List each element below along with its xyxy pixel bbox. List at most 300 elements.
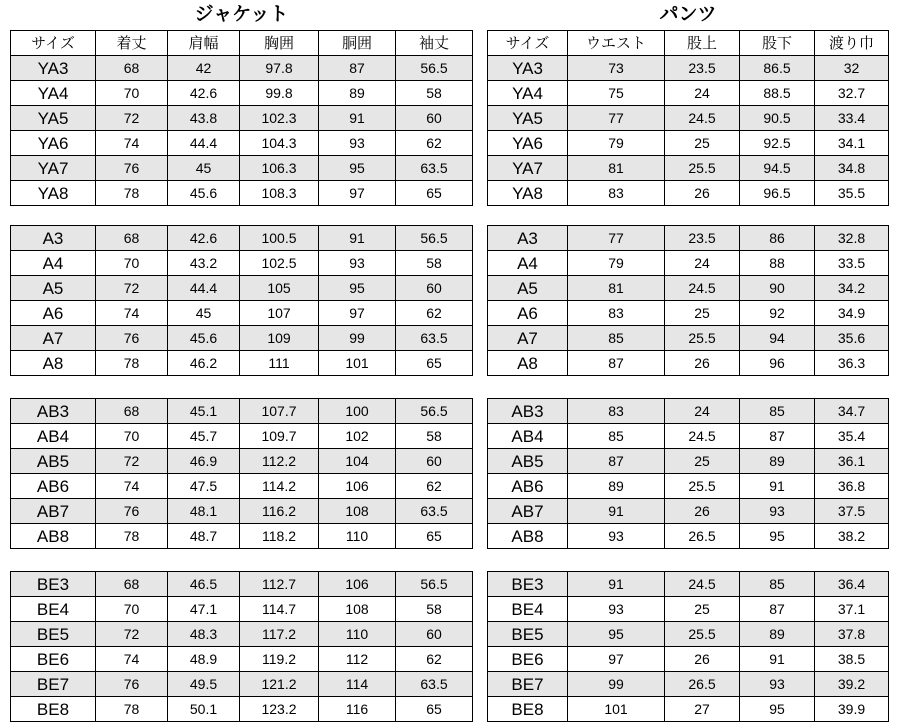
- table-row: [11, 251, 473, 276]
- measurement-cell: 93: [568, 524, 665, 549]
- measurement-cell: 114.7: [240, 597, 319, 622]
- measurement-cell: 38.2: [815, 524, 889, 549]
- measurement-cell: 114.2: [240, 474, 319, 499]
- measurement-cell: 86.5: [740, 56, 815, 81]
- jacket-title: ジャケット: [194, 4, 289, 25]
- measurement-cell: 70: [96, 424, 168, 449]
- measurement-cell: 75: [568, 81, 665, 106]
- measurement-cell: 114: [319, 672, 396, 697]
- size-cell: YA8: [11, 181, 96, 206]
- measurement-cell: 68: [96, 226, 168, 251]
- column-header: 袖丈: [396, 31, 473, 56]
- measurement-cell: 92: [740, 301, 815, 326]
- table-row: [11, 474, 473, 499]
- measurement-cell: 24: [665, 251, 740, 276]
- measurement-cell: 109: [240, 326, 319, 351]
- size-cell: YA3: [488, 56, 568, 81]
- measurement-cell: 65: [396, 351, 473, 376]
- measurement-cell: 25: [665, 449, 740, 474]
- measurement-cell: 78: [96, 181, 168, 206]
- measurement-cell: 93: [319, 251, 396, 276]
- measurement-cell: 76: [96, 156, 168, 181]
- size-cell: YA4: [11, 81, 96, 106]
- size-cell: BE3: [11, 572, 96, 597]
- measurement-cell: 91: [319, 106, 396, 131]
- measurement-cell: 44.4: [168, 276, 240, 301]
- measurement-cell: 68: [96, 56, 168, 81]
- measurement-cell: 45.6: [168, 181, 240, 206]
- measurement-cell: 25: [665, 301, 740, 326]
- measurement-cell: 111: [240, 351, 319, 376]
- measurement-cell: 95: [319, 276, 396, 301]
- size-cell: A4: [11, 251, 96, 276]
- pants-title: パンツ: [659, 4, 717, 25]
- measurement-cell: 78: [96, 697, 168, 722]
- table-row: [11, 597, 473, 622]
- table-row: [488, 301, 889, 326]
- measurement-cell: 106: [319, 572, 396, 597]
- measurement-cell: 101: [568, 697, 665, 722]
- measurement-cell: 25: [665, 597, 740, 622]
- measurement-cell: 47.1: [168, 597, 240, 622]
- measurement-cell: 116: [319, 697, 396, 722]
- measurement-cell: 36.1: [815, 449, 889, 474]
- measurement-cell: 74: [96, 131, 168, 156]
- table-row: [488, 449, 889, 474]
- table-row: [11, 622, 473, 647]
- measurement-cell: 48.7: [168, 524, 240, 549]
- measurement-cell: 93: [319, 131, 396, 156]
- measurement-cell: 34.7: [815, 399, 889, 424]
- measurement-cell: 42: [168, 56, 240, 81]
- table-row: [488, 106, 889, 131]
- measurement-cell: 76: [96, 499, 168, 524]
- measurement-cell: 65: [396, 181, 473, 206]
- measurement-cell: 45: [168, 156, 240, 181]
- size-cell: BE8: [488, 697, 568, 722]
- measurement-cell: 72: [96, 449, 168, 474]
- measurement-cell: 63.5: [396, 326, 473, 351]
- measurement-cell: 26: [665, 181, 740, 206]
- measurement-cell: 62: [396, 301, 473, 326]
- pants-size-table-2: [487, 225, 889, 376]
- jacket-size-table-1: [10, 30, 473, 206]
- table-row: [488, 474, 889, 499]
- measurement-cell: 32: [815, 56, 889, 81]
- measurement-cell: 25.5: [665, 474, 740, 499]
- size-cell: A5: [488, 276, 568, 301]
- pants-size-table-1: [487, 30, 889, 206]
- measurement-cell: 97.8: [240, 56, 319, 81]
- measurement-cell: 37.8: [815, 622, 889, 647]
- measurement-cell: 47.5: [168, 474, 240, 499]
- measurement-cell: 105: [240, 276, 319, 301]
- measurement-cell: 117.2: [240, 622, 319, 647]
- measurement-cell: 87: [319, 56, 396, 81]
- measurement-cell: 95: [740, 697, 815, 722]
- measurement-cell: 106.3: [240, 156, 319, 181]
- size-cell: YA8: [488, 181, 568, 206]
- measurement-cell: 101: [319, 351, 396, 376]
- column-header: サイズ: [488, 31, 568, 56]
- measurement-cell: 94.5: [740, 156, 815, 181]
- pants-size-table-3: [487, 398, 889, 549]
- table-row: [488, 499, 889, 524]
- table-row: [488, 697, 889, 722]
- size-cell: BE4: [11, 597, 96, 622]
- table-row: [488, 424, 889, 449]
- measurement-cell: 56.5: [396, 399, 473, 424]
- measurement-cell: 35.6: [815, 326, 889, 351]
- measurement-cell: 45.7: [168, 424, 240, 449]
- table-row: [11, 56, 473, 81]
- measurement-cell: 63.5: [396, 156, 473, 181]
- size-cell: BE7: [488, 672, 568, 697]
- table-row: [11, 424, 473, 449]
- measurement-cell: 25: [665, 131, 740, 156]
- measurement-cell: 63.5: [396, 672, 473, 697]
- size-cell: AB5: [11, 449, 96, 474]
- table-row: [488, 276, 889, 301]
- size-cell: YA7: [488, 156, 568, 181]
- measurement-cell: 58: [396, 597, 473, 622]
- measurement-cell: 27: [665, 697, 740, 722]
- measurement-cell: 83: [568, 301, 665, 326]
- measurement-cell: 58: [396, 424, 473, 449]
- measurement-cell: 83: [568, 399, 665, 424]
- measurement-cell: 48.1: [168, 499, 240, 524]
- table-row: [11, 647, 473, 672]
- size-cell: A7: [488, 326, 568, 351]
- measurement-cell: 24.5: [665, 572, 740, 597]
- column-header: 着丈: [96, 31, 168, 56]
- measurement-cell: 26.5: [665, 672, 740, 697]
- column-header: サイズ: [11, 31, 96, 56]
- column-header: 股下: [740, 31, 815, 56]
- measurement-cell: 32.7: [815, 81, 889, 106]
- measurement-cell: 26: [665, 647, 740, 672]
- measurement-cell: 46.9: [168, 449, 240, 474]
- measurement-cell: 123.2: [240, 697, 319, 722]
- size-cell: AB8: [488, 524, 568, 549]
- measurement-cell: 102.3: [240, 106, 319, 131]
- table-header-row: [11, 31, 473, 56]
- measurement-cell: 88: [740, 251, 815, 276]
- measurement-cell: 65: [396, 524, 473, 549]
- size-cell: YA3: [11, 56, 96, 81]
- measurement-cell: 85: [568, 424, 665, 449]
- measurement-cell: 35.4: [815, 424, 889, 449]
- table-row: [488, 131, 889, 156]
- measurement-cell: 24.5: [665, 424, 740, 449]
- measurement-cell: 43.2: [168, 251, 240, 276]
- measurement-cell: 104.3: [240, 131, 319, 156]
- measurement-cell: 118.2: [240, 524, 319, 549]
- measurement-cell: 78: [96, 524, 168, 549]
- measurement-cell: 62: [396, 474, 473, 499]
- table-row: [488, 251, 889, 276]
- table-row: [11, 276, 473, 301]
- table-row: [11, 524, 473, 549]
- measurement-cell: 68: [96, 399, 168, 424]
- size-cell: A6: [11, 301, 96, 326]
- measurement-cell: 108: [319, 597, 396, 622]
- measurement-cell: 112.2: [240, 449, 319, 474]
- size-cell: YA5: [488, 106, 568, 131]
- measurement-cell: 46.5: [168, 572, 240, 597]
- table-row: [488, 181, 889, 206]
- table-row: [488, 351, 889, 376]
- measurement-cell: 60: [396, 106, 473, 131]
- size-cell: A4: [488, 251, 568, 276]
- table-header-row: [488, 31, 889, 56]
- measurement-cell: 87: [568, 449, 665, 474]
- measurement-cell: 121.2: [240, 672, 319, 697]
- column-header: 股上: [665, 31, 740, 56]
- measurement-cell: 36.8: [815, 474, 889, 499]
- pants-size-table-4: [487, 571, 889, 722]
- measurement-cell: 48.3: [168, 622, 240, 647]
- measurement-cell: 33.5: [815, 251, 889, 276]
- measurement-cell: 97: [319, 301, 396, 326]
- measurement-cell: 107.7: [240, 399, 319, 424]
- measurement-cell: 26: [665, 351, 740, 376]
- measurement-cell: 63.5: [396, 499, 473, 524]
- measurement-cell: 37.1: [815, 597, 889, 622]
- measurement-cell: 24: [665, 399, 740, 424]
- measurement-cell: 23.5: [665, 226, 740, 251]
- size-cell: BE5: [11, 622, 96, 647]
- measurement-cell: 106: [319, 474, 396, 499]
- size-cell: A6: [488, 301, 568, 326]
- jacket-size-table-2: [10, 225, 473, 376]
- table-row: [488, 226, 889, 251]
- measurement-cell: 60: [396, 276, 473, 301]
- size-cell: AB7: [11, 499, 96, 524]
- measurement-cell: 39.2: [815, 672, 889, 697]
- measurement-cell: 42.6: [168, 226, 240, 251]
- table-row: [11, 156, 473, 181]
- measurement-cell: 24.5: [665, 276, 740, 301]
- measurement-cell: 72: [96, 276, 168, 301]
- measurement-cell: 86: [740, 226, 815, 251]
- measurement-cell: 95: [319, 156, 396, 181]
- measurement-cell: 94: [740, 326, 815, 351]
- table-row: [11, 399, 473, 424]
- measurement-cell: 95: [740, 524, 815, 549]
- column-header: 肩幅: [168, 31, 240, 56]
- size-cell: AB5: [488, 449, 568, 474]
- measurement-cell: 65: [396, 697, 473, 722]
- size-cell: YA4: [488, 81, 568, 106]
- measurement-cell: 73: [568, 56, 665, 81]
- size-cell: YA5: [11, 106, 96, 131]
- measurement-cell: 58: [396, 251, 473, 276]
- measurement-cell: 85: [740, 399, 815, 424]
- measurement-cell: 91: [740, 647, 815, 672]
- table-row: [11, 572, 473, 597]
- measurement-cell: 87: [740, 424, 815, 449]
- size-cell: A7: [11, 326, 96, 351]
- measurement-cell: 93: [568, 597, 665, 622]
- measurement-cell: 34.1: [815, 131, 889, 156]
- measurement-cell: 110: [319, 524, 396, 549]
- measurement-cell: 96.5: [740, 181, 815, 206]
- measurement-cell: 107: [240, 301, 319, 326]
- measurement-cell: 110: [319, 622, 396, 647]
- measurement-cell: 74: [96, 647, 168, 672]
- measurement-cell: 36.3: [815, 351, 889, 376]
- size-cell: BE3: [488, 572, 568, 597]
- measurement-cell: 81: [568, 156, 665, 181]
- measurement-cell: 49.5: [168, 672, 240, 697]
- table-row: [488, 326, 889, 351]
- measurement-cell: 56.5: [396, 56, 473, 81]
- measurement-cell: 70: [96, 251, 168, 276]
- measurement-cell: 36.4: [815, 572, 889, 597]
- table-row: [488, 647, 889, 672]
- measurement-cell: 26.5: [665, 524, 740, 549]
- measurement-cell: 70: [96, 597, 168, 622]
- measurement-cell: 91: [568, 499, 665, 524]
- measurement-cell: 91: [740, 474, 815, 499]
- measurement-cell: 85: [568, 326, 665, 351]
- measurement-cell: 34.8: [815, 156, 889, 181]
- size-cell: A8: [488, 351, 568, 376]
- measurement-cell: 79: [568, 251, 665, 276]
- measurement-cell: 62: [396, 647, 473, 672]
- table-row: [488, 622, 889, 647]
- measurement-cell: 77: [568, 106, 665, 131]
- measurement-cell: 33.4: [815, 106, 889, 131]
- column-header: 胸囲: [240, 31, 319, 56]
- measurement-cell: 93: [740, 672, 815, 697]
- measurement-cell: 90.5: [740, 106, 815, 131]
- size-cell: BE5: [488, 622, 568, 647]
- measurement-cell: 56.5: [396, 226, 473, 251]
- measurement-cell: 85: [740, 572, 815, 597]
- size-cell: BE4: [488, 597, 568, 622]
- measurement-cell: 35.5: [815, 181, 889, 206]
- measurement-cell: 100: [319, 399, 396, 424]
- size-cell: AB6: [11, 474, 96, 499]
- size-cell: A3: [11, 226, 96, 251]
- table-row: [11, 499, 473, 524]
- measurement-cell: 38.5: [815, 647, 889, 672]
- column-header: 渡り巾: [815, 31, 889, 56]
- table-row: [11, 672, 473, 697]
- size-cell: YA6: [488, 131, 568, 156]
- measurement-cell: 79: [568, 131, 665, 156]
- measurement-cell: 92.5: [740, 131, 815, 156]
- measurement-cell: 99: [319, 326, 396, 351]
- table-row: [488, 524, 889, 549]
- size-cell: BE8: [11, 697, 96, 722]
- measurement-cell: 24.5: [665, 106, 740, 131]
- measurement-cell: 68: [96, 572, 168, 597]
- measurement-cell: 100.5: [240, 226, 319, 251]
- measurement-cell: 25.5: [665, 622, 740, 647]
- measurement-cell: 48.9: [168, 647, 240, 672]
- size-cell: BE7: [11, 672, 96, 697]
- measurement-cell: 74: [96, 301, 168, 326]
- table-row: [11, 326, 473, 351]
- measurement-cell: 89: [740, 449, 815, 474]
- column-header: ウエスト: [568, 31, 665, 56]
- size-cell: AB7: [488, 499, 568, 524]
- column-header: 胴囲: [319, 31, 396, 56]
- measurement-cell: 83: [568, 181, 665, 206]
- table-row: [11, 226, 473, 251]
- measurement-cell: 37.5: [815, 499, 889, 524]
- measurement-cell: 46.2: [168, 351, 240, 376]
- size-cell: AB4: [11, 424, 96, 449]
- measurement-cell: 74: [96, 474, 168, 499]
- table-row: [488, 156, 889, 181]
- jacket-size-table-3: [10, 398, 473, 549]
- measurement-cell: 34.9: [815, 301, 889, 326]
- table-row: [488, 672, 889, 697]
- measurement-cell: 76: [96, 672, 168, 697]
- measurement-cell: 89: [568, 474, 665, 499]
- size-cell: AB8: [11, 524, 96, 549]
- measurement-cell: 95: [568, 622, 665, 647]
- measurement-cell: 45.1: [168, 399, 240, 424]
- measurement-cell: 70: [96, 81, 168, 106]
- size-cell: BE6: [11, 647, 96, 672]
- measurement-cell: 72: [96, 622, 168, 647]
- measurement-cell: 45: [168, 301, 240, 326]
- table-row: [488, 399, 889, 424]
- measurement-cell: 91: [568, 572, 665, 597]
- table-row: [11, 351, 473, 376]
- measurement-cell: 108: [319, 499, 396, 524]
- measurement-cell: 45.6: [168, 326, 240, 351]
- table-row: [11, 697, 473, 722]
- measurement-cell: 112: [319, 647, 396, 672]
- measurement-cell: 109.7: [240, 424, 319, 449]
- measurement-cell: 58: [396, 81, 473, 106]
- measurement-cell: 90: [740, 276, 815, 301]
- measurement-cell: 24: [665, 81, 740, 106]
- measurement-cell: 26: [665, 499, 740, 524]
- measurement-cell: 102: [319, 424, 396, 449]
- table-row: [11, 81, 473, 106]
- table-row: [11, 449, 473, 474]
- table-row: [11, 131, 473, 156]
- size-cell: AB3: [488, 399, 568, 424]
- measurement-cell: 72: [96, 106, 168, 131]
- size-cell: A5: [11, 276, 96, 301]
- measurement-cell: 116.2: [240, 499, 319, 524]
- measurement-cell: 60: [396, 449, 473, 474]
- size-cell: AB6: [488, 474, 568, 499]
- table-row: [11, 181, 473, 206]
- size-cell: AB3: [11, 399, 96, 424]
- measurement-cell: 62: [396, 131, 473, 156]
- size-cell: YA6: [11, 131, 96, 156]
- measurement-cell: 88.5: [740, 81, 815, 106]
- measurement-cell: 93: [740, 499, 815, 524]
- measurement-cell: 60: [396, 622, 473, 647]
- table-row: [11, 301, 473, 326]
- jacket-size-table-4: [10, 571, 473, 722]
- measurement-cell: 77: [568, 226, 665, 251]
- measurement-cell: 91: [319, 226, 396, 251]
- table-row: [488, 56, 889, 81]
- measurement-cell: 50.1: [168, 697, 240, 722]
- measurement-cell: 108.3: [240, 181, 319, 206]
